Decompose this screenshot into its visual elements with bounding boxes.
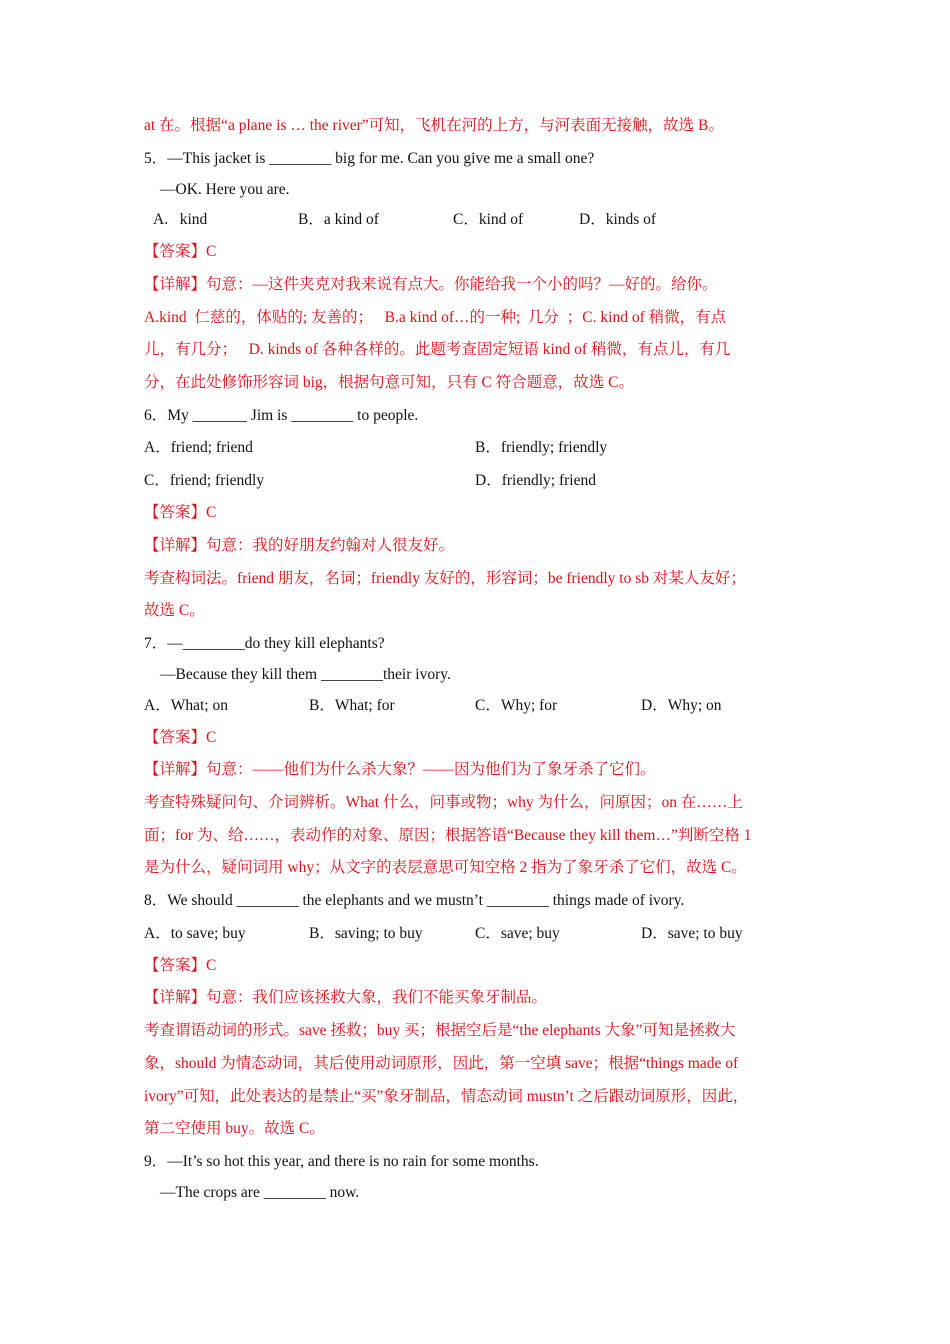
q5-explain-1: 【详解】句意：—这件夹克对我来说有点大。你能给我一个小的吗？—好的。给你。 (144, 276, 718, 293)
q6-option-d: D．friendly; friend (475, 472, 596, 489)
q7-option-a: A．What; on (144, 697, 228, 714)
q8-explain-3: 象，should 为情态动词，其后使用动词原形，因此，第一空填 save；根据“things made of (144, 1055, 739, 1072)
prev-explanation-tail: at 在。根据“a plane is … the river”可知，飞机在河的上方，与河表面无接触，故选 B。 (144, 117, 724, 134)
q9-stem: 9．—It’s so hot this year, and there is no rain for some months. (144, 1153, 539, 1170)
q5-stem: 5．—This jacket is ________ big for me. Can you give me a small one? (144, 150, 595, 167)
q5-option-d: D．kinds of (579, 211, 657, 228)
q6-option-b: B．friendly; friendly (475, 439, 608, 456)
q8-option-b: B．saving; to buy (309, 925, 423, 942)
q8-explain-2: 考查谓语动词的形式。save 拯救；buy 买；根据空后是“the elephants 大象”可知是拯救大 (144, 1022, 736, 1039)
q7-explain-1: 【详解】句意：——他们为什么杀大象？——因为他们为了象牙杀了它们。 (144, 761, 656, 778)
q6-explain-3: 故选 C。 (144, 602, 205, 619)
q9-reply: —The crops are ________ now. (160, 1184, 360, 1201)
q6-answer: 【答案】C (144, 504, 217, 521)
q7-option-c: C．Why; for (475, 697, 558, 714)
q6-stem: 6．My _______ Jim is ________ to people. (144, 407, 419, 424)
q7-option-b: B．What; for (309, 697, 395, 714)
q8-explain-4: ivory”可知，此处表达的是禁止“买”象牙制品，情态动词 mustn’t 之后跟动词原形，因此， (144, 1088, 749, 1105)
q5-option-a: A. kind (153, 211, 208, 228)
q5-answer: 【答案】C (144, 243, 217, 260)
q8-explain-5: 第二空使用 buy。故选 C。 (144, 1120, 325, 1137)
q8-option-c: C．save; buy (475, 925, 560, 942)
q5-explain-4: 分，在此处修饰形容词 big，根据句意可知，只有 C 符合题意，故选 C。 (144, 374, 634, 391)
q6-explain-1: 【详解】句意：我的好朋友约翰对人很友好。 (144, 537, 455, 554)
q7-explain-4: 是为什么，疑问词用 why；从文字的表层意思可知空格 2 指为了象牙杀了它们，故选 C。 (144, 859, 747, 876)
q7-answer: 【答案】C (144, 729, 217, 746)
q5-explain-2: A.kind 仁慈的，体贴的; 友善的； B.a kind of…的一种; 几分 ；C. kind of 稍微，有点 (144, 309, 727, 326)
q7-explain-2: 考查特殊疑问句、介词辨析。What 什么，问事或物；why 为什么，问原因；on 在……上 (144, 794, 743, 811)
q6-explain-2: 考查构词法。friend 朋友，名词；friendly 友好的，形容词；be friendly to sb 对某人友好； (144, 570, 746, 587)
q7-option-d: D．Why; on (641, 697, 722, 714)
q5-explain-3: 儿，有几分； D. kinds of 各种各样的。此题考查固定短语 kind of 稍微，有点儿，有几 (144, 341, 731, 358)
q8-explain-1: 【详解】句意：我们应该拯救大象，我们不能买象牙制品。 (144, 989, 548, 1006)
q7-stem: 7．—________do they kill elephants? (144, 635, 385, 652)
q7-explain-3: 面；for 为、给……，表动作的对象、原因；根据答语“Because they kill them…”判断空格 1 (144, 827, 752, 844)
q8-option-d: D．save; to buy (641, 925, 743, 942)
q7-reply: —Because they kill them ________their ivory. (160, 666, 451, 683)
q8-stem: 8．We should ________ the elephants and we mustn’t ________ things made of ivory. (144, 892, 685, 909)
q6-option-c: C．friend; friendly (144, 472, 265, 489)
q5-option-c: C．kind of (453, 211, 524, 228)
q8-answer: 【答案】C (144, 957, 217, 974)
q8-option-a: A．to save; buy (144, 925, 246, 942)
q5-option-b: B．a kind of (298, 211, 379, 228)
q5-reply: —OK. Here you are. (160, 181, 290, 198)
q6-option-a: A．friend; friend (144, 439, 253, 456)
